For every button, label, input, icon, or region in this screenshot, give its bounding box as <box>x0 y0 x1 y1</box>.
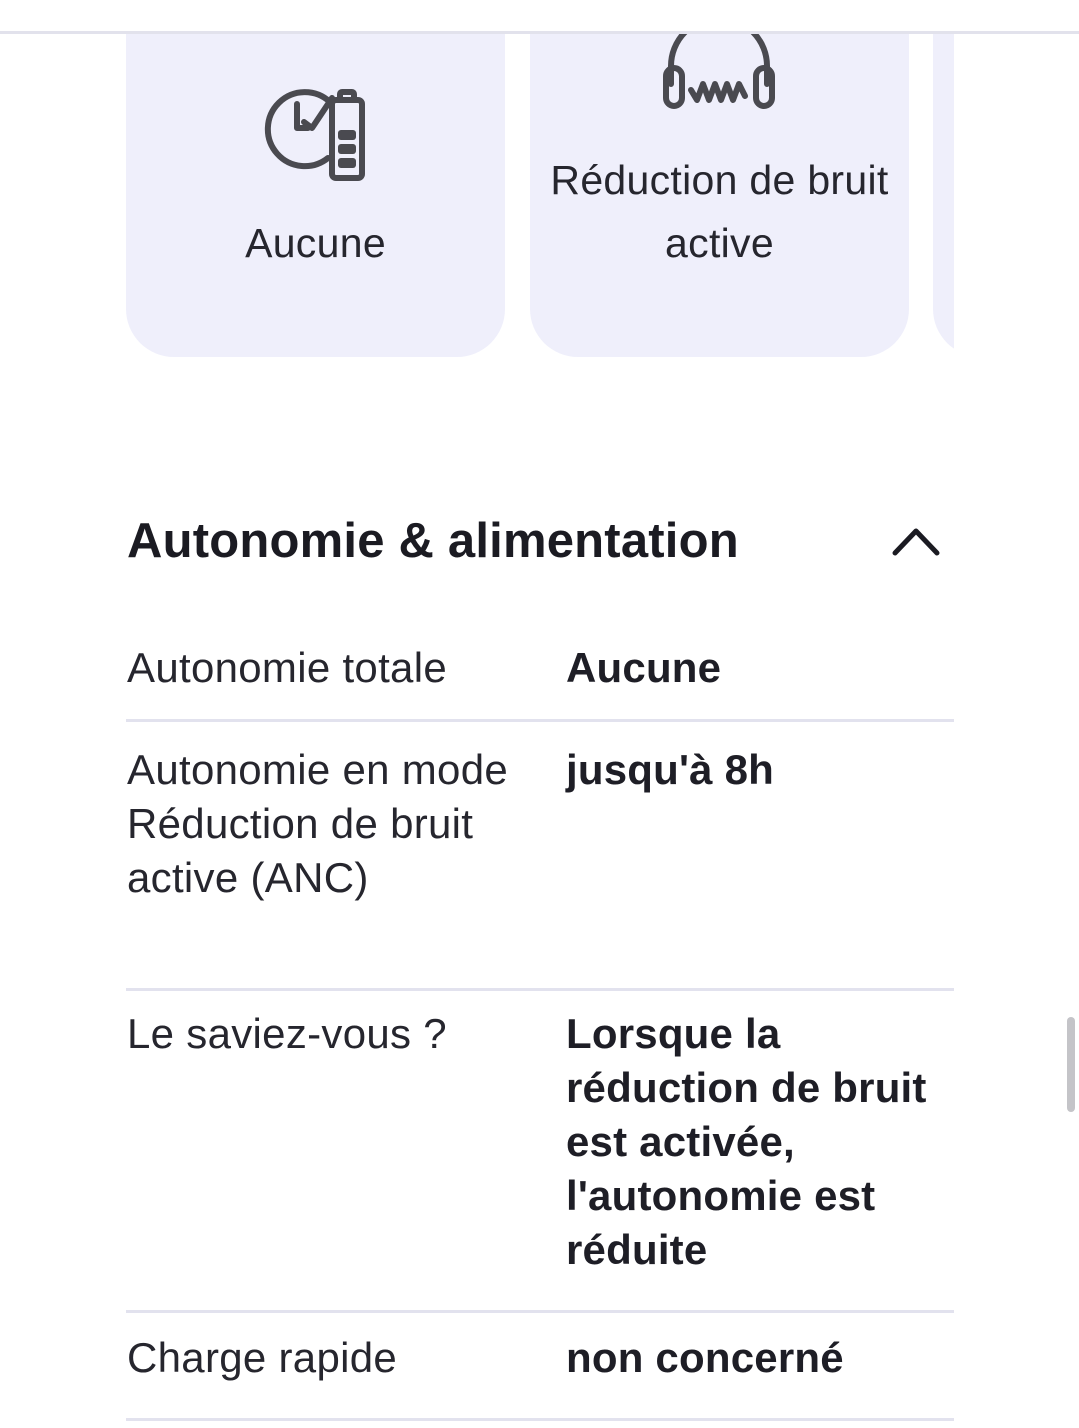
spec-table <box>126 620 954 1421</box>
spec-label: Charge rapide <box>127 1334 398 1381</box>
section-title: Autonomie & alimentation <box>127 514 739 568</box>
spec-value: Lorsque la réduction de bruit est activée, l'autonomie est réduite <box>566 1010 927 1273</box>
table-row <box>126 722 954 991</box>
spec-label: Autonomie totale <box>127 644 448 691</box>
spec-value: non concerné <box>566 1334 844 1381</box>
feature-cards-carousel[interactable] <box>0 0 954 400</box>
table-row <box>126 1313 954 1421</box>
table-row <box>126 991 954 1313</box>
spec-value: Aucune <box>566 644 722 691</box>
section-header-autonomy[interactable] <box>127 505 954 575</box>
spec-label: Autonomie en mode Réduction de bruit active (ANC) <box>127 746 509 901</box>
top-bar <box>0 0 1079 34</box>
feature-card-label: Aucune <box>245 220 386 266</box>
spec-value: jusqu'à 8h <box>566 746 775 793</box>
table-row <box>126 620 954 722</box>
clock-battery-icon <box>258 82 370 182</box>
feature-card-next[interactable] <box>933 0 954 357</box>
scrollbar-thumb[interactable] <box>1067 1017 1075 1112</box>
chevron-up-icon[interactable] <box>891 523 941 559</box>
feature-card-label: Réduction de bruit active <box>550 157 889 266</box>
feature-card-autonomy[interactable] <box>126 0 505 357</box>
feature-card-anc[interactable] <box>530 0 909 357</box>
spec-label: Le saviez-vous ? <box>127 1010 447 1057</box>
headphones-anc-icon <box>663 22 775 114</box>
